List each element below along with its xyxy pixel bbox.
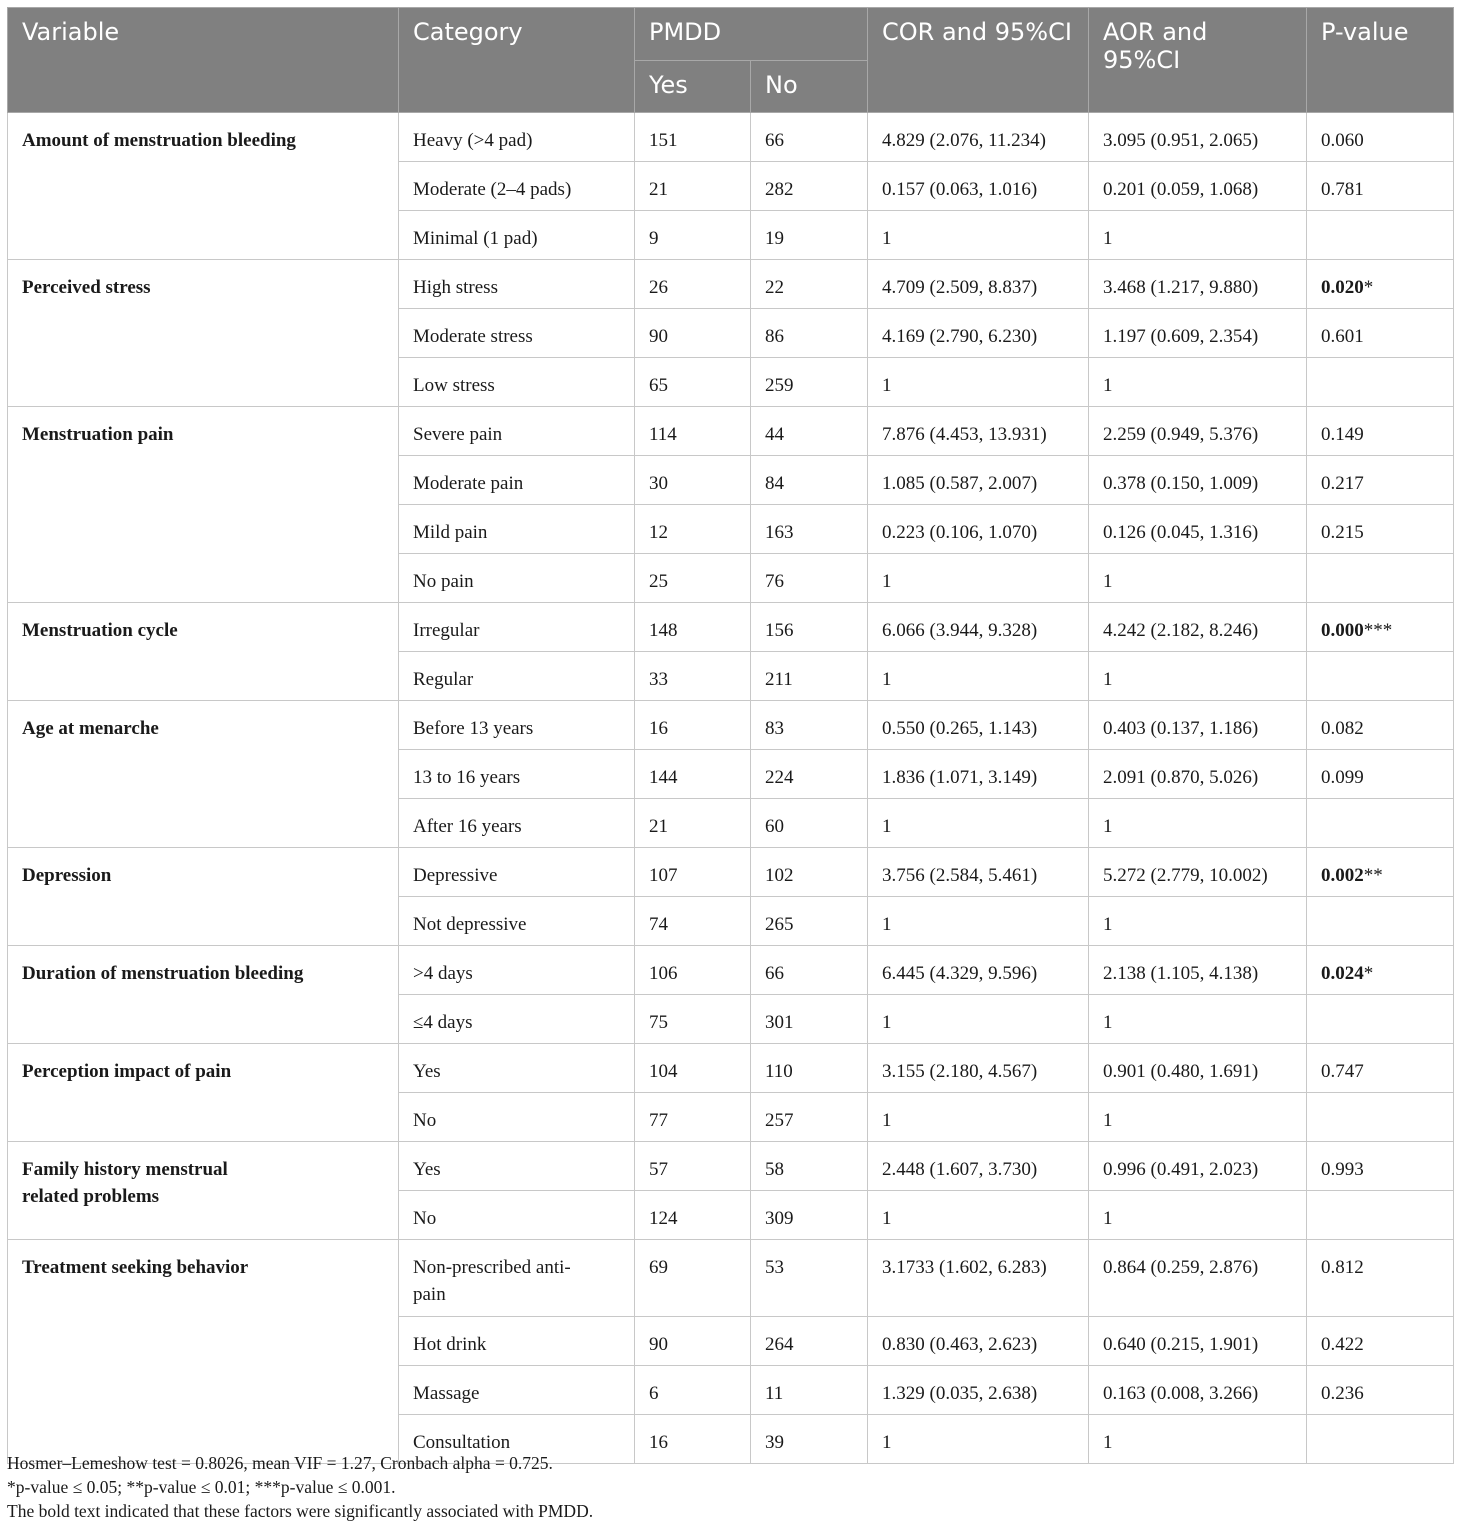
category-cell: No: [399, 1093, 635, 1142]
pvalue-cell: [1307, 897, 1454, 946]
pmdd-yes-cell: 21: [635, 799, 751, 848]
category-cell: Hot drink: [399, 1317, 635, 1366]
aor-cell: 2.259 (0.949, 5.376): [1089, 407, 1307, 456]
table-row: [8, 113, 1454, 162]
pvalue-cell: [1307, 211, 1454, 260]
table-row: [8, 407, 1454, 456]
pmdd-yes-cell: 106: [635, 946, 751, 995]
pmdd-yes-cell: 30: [635, 456, 751, 505]
pmdd-no-cell: 66: [751, 113, 868, 162]
variable-cell: Duration of menstruation bleeding: [8, 946, 399, 1044]
pmdd-no-cell: 110: [751, 1044, 868, 1093]
aor-cell: 1: [1089, 799, 1307, 848]
aor-cell: 4.242 (2.182, 8.246): [1089, 603, 1307, 652]
category-cell: After 16 years: [399, 799, 635, 848]
cor-cell: 1: [868, 897, 1089, 946]
category-cell: Yes: [399, 1044, 635, 1093]
aor-cell: 1: [1089, 358, 1307, 407]
table-row: [8, 946, 1454, 995]
aor-cell: 0.640 (0.215, 1.901): [1089, 1317, 1307, 1366]
footnote-significance: *p-value ≤ 0.05; **p-value ≤ 0.01; ***p-value ≤ 0.001.: [7, 1477, 396, 1497]
cor-cell: 1: [868, 799, 1089, 848]
pvalue-cell: [1307, 1317, 1454, 1366]
pmdd-yes-cell: 124: [635, 1191, 751, 1240]
variable-cell: Perceived stress: [8, 260, 399, 407]
pmdd-no-cell: 282: [751, 162, 868, 211]
aor-cell: 1: [1089, 1415, 1307, 1464]
category-cell: Consultation: [399, 1415, 635, 1464]
variable-cell: Age at menarche: [8, 701, 399, 848]
category-cell: Minimal (1 pad): [399, 211, 635, 260]
pmdd-yes-cell: 57: [635, 1142, 751, 1191]
cor-cell: 7.876 (4.453, 13.931): [868, 407, 1089, 456]
cor-cell: 1: [868, 995, 1089, 1044]
pmdd-yes-cell: 16: [635, 701, 751, 750]
pvalue-cell: [1307, 1366, 1454, 1415]
category-cell: Non-prescribed anti-pain: [399, 1240, 635, 1317]
aor-cell: 0.163 (0.008, 3.266): [1089, 1366, 1307, 1415]
pmdd-no-cell: 156: [751, 603, 868, 652]
pmdd-no-cell: 53: [751, 1240, 868, 1317]
aor-cell: 1: [1089, 897, 1307, 946]
pvalue-text: 0.215: [1321, 522, 1364, 543]
header-variable: Variable: [8, 8, 399, 113]
category-cell: 13 to 16 years: [399, 750, 635, 799]
cor-cell: 6.066 (3.944, 9.328): [868, 603, 1089, 652]
variable-cell: Menstruation pain: [8, 407, 399, 603]
pvalue-cell: [1307, 848, 1454, 897]
aor-cell: 0.996 (0.491, 2.023): [1089, 1142, 1307, 1191]
pvalue-cell: [1307, 652, 1454, 701]
pmdd-yes-cell: 65: [635, 358, 751, 407]
pmdd-no-cell: 163: [751, 505, 868, 554]
pvalue-cell: [1307, 554, 1454, 603]
footnote-bold-note: The bold text indicated that these factors were significantly associated with PMDD.: [7, 1501, 594, 1521]
pmdd-yes-cell: 69: [635, 1240, 751, 1317]
category-cell: Not depressive: [399, 897, 635, 946]
pmdd-no-cell: 224: [751, 750, 868, 799]
cor-cell: 3.1733 (1.602, 6.283): [868, 1240, 1089, 1317]
pvalue-cell: [1307, 750, 1454, 799]
pmdd-no-cell: 66: [751, 946, 868, 995]
pmdd-yes-cell: 16: [635, 1415, 751, 1464]
pvalue-text: 0.601: [1321, 326, 1364, 347]
cor-cell: 1: [868, 358, 1089, 407]
pvalue-cell: [1307, 1240, 1454, 1317]
aor-cell: 0.378 (0.150, 1.009): [1089, 456, 1307, 505]
table-body: [8, 113, 1454, 1464]
pmdd-no-cell: 39: [751, 1415, 868, 1464]
pmdd-yes-cell: 25: [635, 554, 751, 603]
pmdd-no-cell: 19: [751, 211, 868, 260]
variable-cell: Amount of menstruation bleeding: [8, 113, 399, 260]
category-cell: No pain: [399, 554, 635, 603]
category-cell: Irregular: [399, 603, 635, 652]
category-cell: Heavy (>4 pad): [399, 113, 635, 162]
cor-cell: 1: [868, 1093, 1089, 1142]
pmdd-yes-cell: 6: [635, 1366, 751, 1415]
cor-cell: 4.169 (2.790, 6.230): [868, 309, 1089, 358]
table-row: [8, 1044, 1454, 1093]
pmdd-no-cell: 58: [751, 1142, 868, 1191]
aor-cell: 3.468 (1.217, 9.880): [1089, 260, 1307, 309]
category-cell: Yes: [399, 1142, 635, 1191]
category-cell: >4 days: [399, 946, 635, 995]
pmdd-yes-cell: 90: [635, 309, 751, 358]
pmdd-no-cell: 309: [751, 1191, 868, 1240]
aor-cell: 1: [1089, 211, 1307, 260]
header-pvalue: P-value: [1307, 8, 1454, 113]
cor-cell: 4.829 (2.076, 11.234): [868, 113, 1089, 162]
category-cell: No: [399, 1191, 635, 1240]
significance-stars: *: [1363, 963, 1374, 984]
cor-cell: 4.709 (2.509, 8.837): [868, 260, 1089, 309]
aor-cell: 1: [1089, 554, 1307, 603]
table-row: [8, 260, 1454, 309]
category-cell: Moderate (2–4 pads): [399, 162, 635, 211]
table-row: [8, 1142, 1454, 1191]
pvalue-text: 0.993: [1321, 1159, 1364, 1180]
pvalue-cell: [1307, 113, 1454, 162]
category-cell: Depressive: [399, 848, 635, 897]
pvalue-text: 0.747: [1321, 1061, 1364, 1082]
pmdd-yes-cell: 9: [635, 211, 751, 260]
cor-cell: 6.445 (4.329, 9.596): [868, 946, 1089, 995]
cor-cell: 0.157 (0.063, 1.016): [868, 162, 1089, 211]
pmdd-yes-cell: 90: [635, 1317, 751, 1366]
category-cell: Low stress: [399, 358, 635, 407]
aor-cell: 3.095 (0.951, 2.065): [1089, 113, 1307, 162]
pvalue-text: 0.024: [1321, 963, 1364, 984]
pmdd-no-cell: 259: [751, 358, 868, 407]
pvalue-text: 0.149: [1321, 424, 1364, 445]
pvalue-cell: [1307, 456, 1454, 505]
pmdd-no-cell: 102: [751, 848, 868, 897]
pvalue-text: 0.082: [1321, 718, 1364, 739]
pvalue-text: 0.099: [1321, 767, 1364, 788]
cor-cell: 1: [868, 652, 1089, 701]
variable-cell: Depression: [8, 848, 399, 946]
pvalue-text: 0.002: [1321, 865, 1364, 886]
pvalue-cell: [1307, 162, 1454, 211]
pmdd-yes-cell: 144: [635, 750, 751, 799]
footnote-stats: Hosmer–Lemeshow test = 0.8026, mean VIF = 1.27, Cronbach alpha = 0.725.: [7, 1453, 553, 1473]
significance-stars: **: [1363, 865, 1383, 886]
table-row: [8, 701, 1454, 750]
pmdd-no-cell: 11: [751, 1366, 868, 1415]
variable-cell: Treatment seeking behavior: [8, 1240, 399, 1464]
header-cor: COR and 95%CI: [868, 8, 1089, 113]
pmdd-no-cell: 301: [751, 995, 868, 1044]
aor-cell: 0.403 (0.137, 1.186): [1089, 701, 1307, 750]
cor-cell: 1.836 (1.071, 3.149): [868, 750, 1089, 799]
category-cell: Moderate pain: [399, 456, 635, 505]
pvalue-text: 0.812: [1321, 1257, 1364, 1278]
pvalue-cell: [1307, 799, 1454, 848]
cor-cell: 1.085 (0.587, 2.007): [868, 456, 1089, 505]
pmdd-yes-cell: 26: [635, 260, 751, 309]
aor-cell: 0.126 (0.045, 1.316): [1089, 505, 1307, 554]
pmdd-yes-cell: 151: [635, 113, 751, 162]
category-cell: Before 13 years: [399, 701, 635, 750]
regression-table: [7, 7, 1454, 1464]
pvalue-text: 0.020: [1321, 277, 1364, 298]
table-header: [8, 8, 1454, 113]
pmdd-no-cell: 84: [751, 456, 868, 505]
aor-cell: 1.197 (0.609, 2.354): [1089, 309, 1307, 358]
pmdd-yes-cell: 21: [635, 162, 751, 211]
aor-cell: 0.201 (0.059, 1.068): [1089, 162, 1307, 211]
cor-cell: 3.155 (2.180, 4.567): [868, 1044, 1089, 1093]
pmdd-yes-cell: 12: [635, 505, 751, 554]
variable-cell: Family history menstrual related problems: [8, 1142, 399, 1240]
category-cell: Mild pain: [399, 505, 635, 554]
table-row: [8, 848, 1454, 897]
aor-cell: 0.864 (0.259, 2.876): [1089, 1240, 1307, 1317]
category-cell: Moderate stress: [399, 309, 635, 358]
pvalue-cell: [1307, 1093, 1454, 1142]
category-cell: High stress: [399, 260, 635, 309]
pvalue-cell: [1307, 1044, 1454, 1093]
pvalue-cell: [1307, 260, 1454, 309]
pvalue-text: 0.000: [1321, 620, 1364, 641]
category-cell: Regular: [399, 652, 635, 701]
pmdd-no-cell: 265: [751, 897, 868, 946]
pmdd-yes-cell: 104: [635, 1044, 751, 1093]
pvalue-cell: [1307, 1142, 1454, 1191]
variable-cell: Menstruation cycle: [8, 603, 399, 701]
significance-stars: ***: [1363, 620, 1393, 641]
pmdd-no-cell: 211: [751, 652, 868, 701]
pvalue-cell: [1307, 701, 1454, 750]
pmdd-yes-cell: 77: [635, 1093, 751, 1142]
pmdd-yes-cell: 75: [635, 995, 751, 1044]
header-category: Category: [399, 8, 635, 113]
cor-cell: 1: [868, 211, 1089, 260]
pvalue-text: 0.236: [1321, 1383, 1364, 1404]
pvalue-text: 0.422: [1321, 1334, 1364, 1355]
pvalue-cell: [1307, 603, 1454, 652]
cor-cell: 1: [868, 1191, 1089, 1240]
table-row: [8, 603, 1454, 652]
table-row: [8, 1240, 1454, 1317]
aor-cell: 1: [1089, 1191, 1307, 1240]
aor-cell: 1: [1089, 1093, 1307, 1142]
significance-stars: *: [1363, 277, 1374, 298]
pvalue-cell: [1307, 995, 1454, 1044]
pmdd-yes-cell: 114: [635, 407, 751, 456]
header-pmdd-yes: Yes: [635, 61, 751, 113]
pmdd-yes-cell: 33: [635, 652, 751, 701]
cor-cell: 3.756 (2.584, 5.461): [868, 848, 1089, 897]
category-cell: Severe pain: [399, 407, 635, 456]
pmdd-no-cell: 257: [751, 1093, 868, 1142]
pvalue-text: 0.781: [1321, 179, 1364, 200]
pmdd-no-cell: 86: [751, 309, 868, 358]
pmdd-no-cell: 264: [751, 1317, 868, 1366]
pvalue-cell: [1307, 309, 1454, 358]
results-table-container: [7, 7, 1453, 1464]
cor-cell: 0.223 (0.106, 1.070): [868, 505, 1089, 554]
pvalue-text: 0.060: [1321, 130, 1364, 151]
aor-cell: 1: [1089, 995, 1307, 1044]
pmdd-no-cell: 83: [751, 701, 868, 750]
pvalue-cell: [1307, 358, 1454, 407]
table-footnotes: [7, 1451, 1453, 1523]
pmdd-no-cell: 60: [751, 799, 868, 848]
cor-cell: 1.329 (0.035, 2.638): [868, 1366, 1089, 1415]
pmdd-yes-cell: 74: [635, 897, 751, 946]
pmdd-yes-cell: 107: [635, 848, 751, 897]
aor-cell: 1: [1089, 652, 1307, 701]
pvalue-cell: [1307, 1191, 1454, 1240]
pvalue-text: 0.217: [1321, 473, 1364, 494]
pvalue-cell: [1307, 946, 1454, 995]
pmdd-no-cell: 44: [751, 407, 868, 456]
cor-cell: 0.830 (0.463, 2.623): [868, 1317, 1089, 1366]
pvalue-cell: [1307, 407, 1454, 456]
aor-cell: 2.091 (0.870, 5.026): [1089, 750, 1307, 799]
pmdd-no-cell: 22: [751, 260, 868, 309]
header-pmdd: PMDD: [635, 8, 868, 61]
cor-cell: 1: [868, 554, 1089, 603]
cor-cell: 1: [868, 1415, 1089, 1464]
pvalue-cell: [1307, 505, 1454, 554]
variable-cell: Perception impact of pain: [8, 1044, 399, 1142]
aor-cell: 2.138 (1.105, 4.138): [1089, 946, 1307, 995]
category-cell: Massage: [399, 1366, 635, 1415]
header-aor: AOR and 95%CI: [1089, 8, 1307, 113]
cor-cell: 0.550 (0.265, 1.143): [868, 701, 1089, 750]
aor-cell: 5.272 (2.779, 10.002): [1089, 848, 1307, 897]
cor-cell: 2.448 (1.607, 3.730): [868, 1142, 1089, 1191]
pmdd-yes-cell: 148: [635, 603, 751, 652]
category-cell: ≤4 days: [399, 995, 635, 1044]
pmdd-no-cell: 76: [751, 554, 868, 603]
aor-cell: 0.901 (0.480, 1.691): [1089, 1044, 1307, 1093]
header-pmdd-no: No: [751, 61, 868, 113]
